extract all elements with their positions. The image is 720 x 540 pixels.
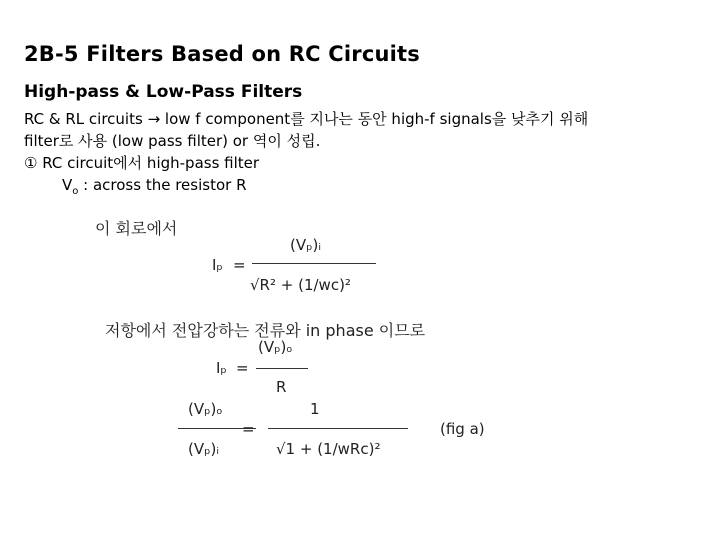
eq3-figure-tag: (fig a) — [440, 420, 485, 438]
slide-subtitle: High-pass & Low-Pass Filters — [24, 82, 303, 102]
body-line-2: filter로 사용 (low pass filter) or 역이 성립. — [24, 132, 321, 150]
eq3-right-numerator: 1 — [310, 400, 320, 418]
eq2-numerator: (Vₚ)ₒ — [258, 338, 293, 356]
eq3-right-denominator: √1 + (1/wRc)² — [276, 440, 381, 458]
eq1-lhs: Iₚ — [212, 256, 223, 274]
body-line-3: ① RC circuit에서 high-pass filter — [24, 154, 260, 172]
eq3-left-numerator: (Vₚ)ₒ — [188, 400, 223, 418]
body-line-4 — [62, 174, 247, 199]
eq3-equals: = — [242, 420, 255, 438]
hw-intro: 이 회로에서 — [95, 219, 178, 238]
eq2-equals: = — [236, 359, 249, 377]
eq1-equals: = — [233, 256, 246, 274]
eq3-right-fraction-bar — [268, 428, 408, 429]
slide-title: 2B-5 Filters Based on RC Circuits — [24, 42, 420, 66]
eq1-denominator: √R² + (1/wc)² — [250, 276, 351, 294]
eq2-fraction-bar — [256, 368, 308, 369]
hw-note: 저항에서 전압강하는 전류와 in phase 이므로 — [105, 321, 426, 340]
eq1-fraction-bar — [252, 263, 376, 264]
eq2-denominator: R — [276, 378, 287, 396]
eq3-left-denominator: (Vₚ)ᵢ — [188, 440, 220, 458]
vo-description: : across the resistor R — [78, 176, 247, 194]
body-line-1: RC & RL circuits → low f component를 지나는 동안 high-f signals을 낮추기 위해 — [24, 110, 589, 128]
eq2-lhs: Iₚ — [216, 359, 227, 377]
eq1-numerator: (Vₚ)ᵢ — [290, 236, 322, 254]
vo-subscript: o — [72, 186, 79, 197]
vo-symbol: V — [62, 176, 73, 194]
